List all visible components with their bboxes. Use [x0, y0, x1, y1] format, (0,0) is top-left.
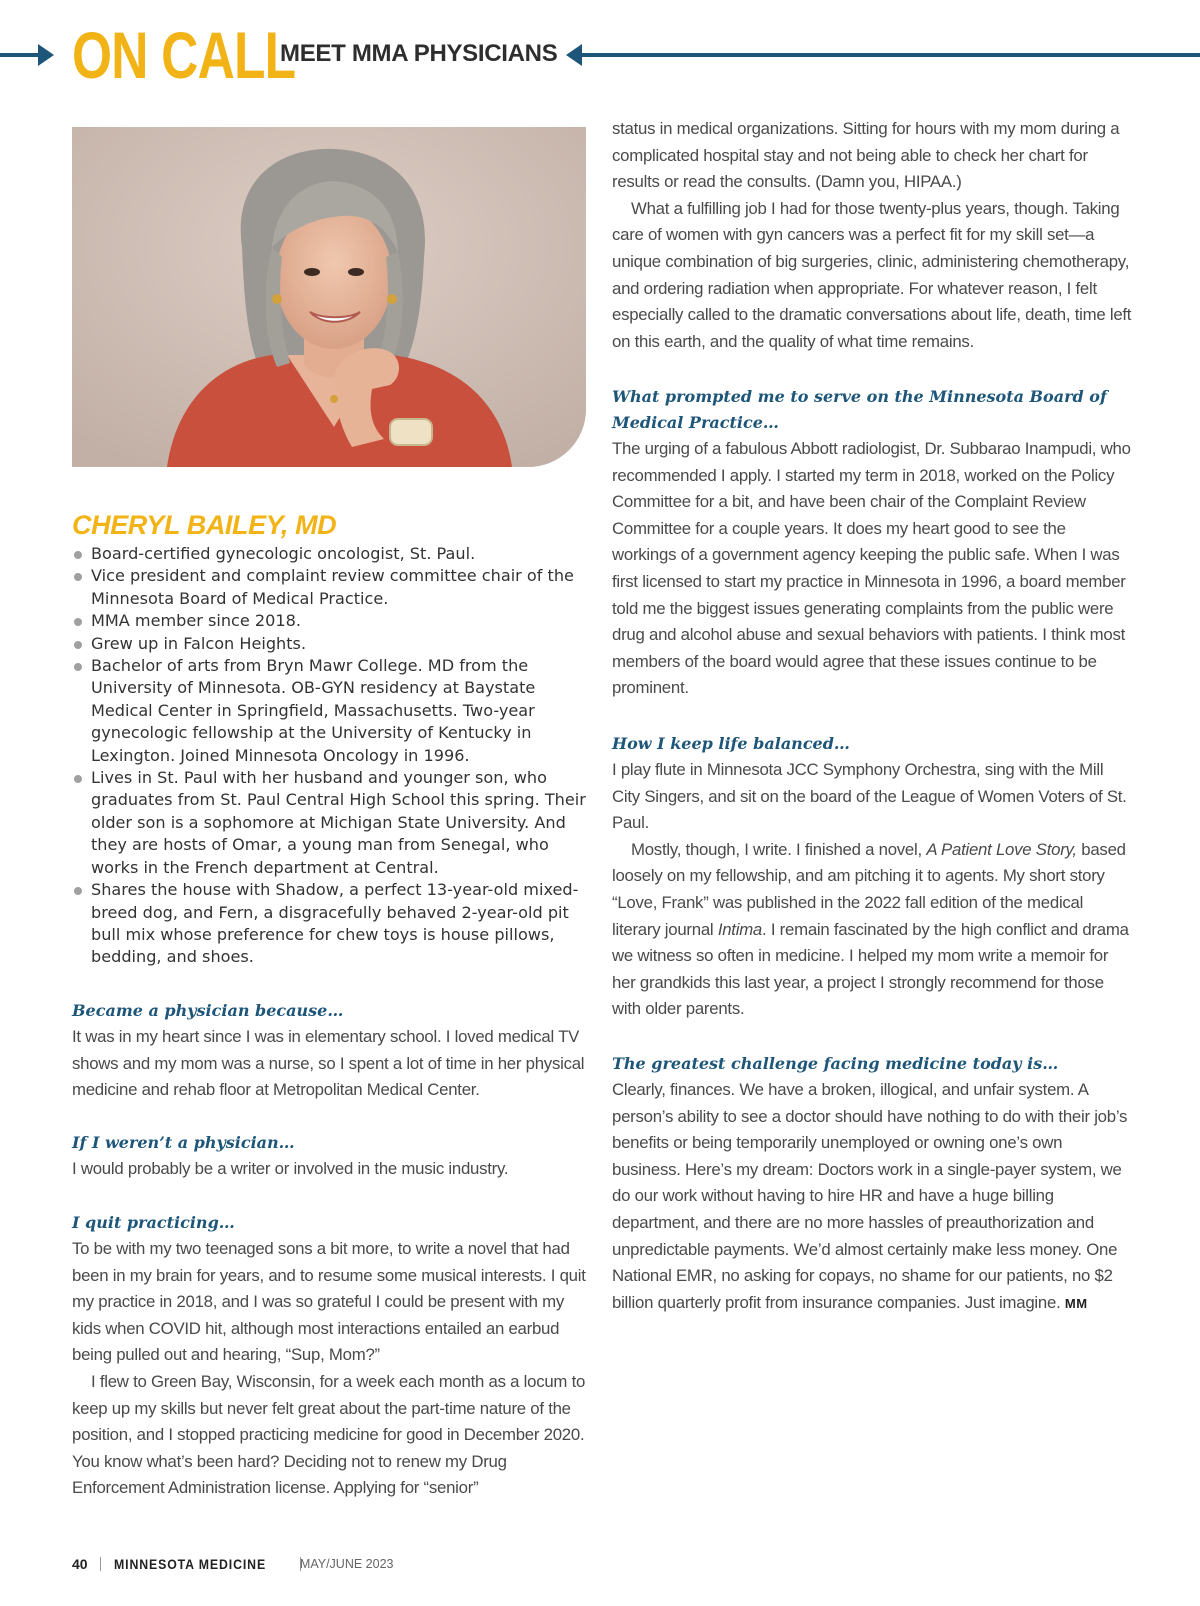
heading-quit-practicing: I quit practicing… [72, 1213, 235, 1232]
header-rule-right [582, 53, 1200, 57]
body-board-service [612, 436, 1132, 702]
paragraph: I would probably be a writer or involved in the music industry. [72, 1159, 509, 1178]
list-item: Grew up in Falcon Heights. [72, 633, 592, 655]
body-balance [612, 757, 1132, 1023]
physician-name: CHERYL BAILEY, MD [72, 510, 337, 540]
page-footer [72, 1553, 393, 1573]
footer-divider [100, 1557, 101, 1571]
heading-board-service: What prompted me to serve on the Minnesota Board of Medical Practice… [612, 387, 1107, 432]
paragraph: It was in my heart since I was in elementary school. I loved medical TV shows and my mom was a nurse, so I spent a lot of time in her physical medicine and rehab floor at Metropolitan Medical Center. [72, 1027, 585, 1100]
body-quit-practicing [72, 1236, 592, 1502]
journal-title: Intima [717, 919, 763, 939]
body-werent-physician [72, 1156, 592, 1183]
end-mark: MM [1064, 1295, 1088, 1311]
paragraph: What a fulfilling job I had for those twenty-plus years, though. Taking care of women with gyn cancers was a perfect fit for my skill set—a unique combination of big surgeries, clinic, administering chemotherapy, and ordering radiation when appropriate. For whatever reason, I felt especially called to the dramatic conversations about life, death, time left on this earth, and the quality of what time remains. [612, 198, 1132, 351]
paragraph: The urging of a fabulous Abbott radiologist, Dr. Subbarao Inampudi, who recommended I apply. I started my term in 2018, worked on the Policy Committee for a bit, and have been chair of the Complaint Review Committee for a couple years. It does my heart good to see the workings of a government agency keeping the public safe. When I was first licensed to start my practice in Minnesota in 1996, a board member told me the biggest issues generating complaints from the public were drug and alcohol abuse and sexual behaviors with patients. I think most members of the board would agree that these issues continue to be prominent. [612, 439, 1131, 698]
text-run: . I remain fascinated by the high conflict and drama we witness so often in medicine. I helped my mom write a memoir for her grandkids this last year, a project I strongly recommend for those with older parents. [612, 919, 1129, 1019]
paragraph: I play flute in Minnesota JCC Symphony Orchestra, sing with the Mill City Singers, and sit on the board of the League of Women Voters of St. Paul. [612, 760, 1127, 833]
page-number: 40 [72, 1556, 88, 1573]
list-item: Lives in St. Paul with her husband and younger son, who graduates from St. Paul Central High School this spring. Their older son is a sophomore at Michigan State University. And they are hosts of Omar, a young man from Senegal, who works in the French department at Central. [72, 767, 592, 879]
paragraph: status in medical organizations. Sitting for hours with my mom during a complicated hospital stay and not being able to check her chart for results or read the consults. (Damn you, HIPAA.) [612, 119, 1120, 192]
text-run: based loosely on my fellowship, and am pitching it to agents. My short story “Love, Frank” was published in the 2022 fall edition of the medical literary journal [612, 839, 1126, 939]
paragraph: To be with my two teenaged sons a bit more, to write a novel that had been in my brain for years, and to resume some musical interests. I quit my practice in 2018, and I was so grateful I could be present with my kids when COVID hit, although most interactions entailed an earbud being pulled out and hearing, “Sup, Mom?” [72, 1239, 586, 1365]
body-quit-practicing-continued [612, 116, 1132, 355]
body-physician-because [72, 1024, 592, 1104]
text-run: Mostly, though, I write. I finished a novel, [631, 839, 927, 859]
arrow-right-icon [38, 44, 54, 66]
issue-date: MAY/JUNE 2023 [299, 1557, 394, 1572]
text-run: Clearly, finances. We have a broken, illogical, and unfair system. A person’s ability to see a doctor should have nothing to do with their job’s benefits or being temporarily unemployed or owning one’s own business. Here’s my dream: Doctors work in a single-payer system, we do our work without having to hire HR and have a huge billing department, and there are no more hassles of preauthorization and unpredictable payments. We’d almost certainly make less money. One National EMR, no asking for copays, no shame for our patients, no $2 billion quarterly profit from insurance companies. Just imagine. [612, 1080, 1128, 1312]
section-title: ON CALL [72, 18, 296, 92]
list-item: Vice president and complaint review committee chair of the Minnesota Board of Medical Practice. [72, 565, 592, 610]
profile-bullets [72, 543, 592, 969]
heading-werent-physician: If I weren’t a physician… [72, 1133, 295, 1152]
heading-balance: How I keep life balanced… [612, 734, 850, 753]
list-item: Bachelor of arts from Bryn Mawr College. MD from the University of Minnesota. OB-GYN residency at Baystate Medical Center in Springfield, Massachusetts. Two-year gynecologic fellowship at the University of Kentucky in Lexington. Joined Minnesota Oncology in 1996. [72, 655, 592, 767]
heading-physician-because: Became a physician because… [72, 1001, 344, 1020]
list-item: Shares the house with Shadow, a perfect 13-year-old mixed-breed dog, and Fern, a disgracefully behaved 2-year-old pit bull mix whose preference for chew toys is house pillows, bedding, and shoes. [72, 879, 592, 969]
portrait-photo [72, 127, 586, 467]
header-rule-left [0, 53, 40, 57]
paragraph [612, 1077, 1132, 1317]
list-item: MMA member since 2018. [72, 610, 592, 632]
novel-title: A Patient Love Story, [926, 839, 1077, 859]
body-challenge [612, 1077, 1132, 1317]
list-item: Board-certified gynecologic oncologist, St. Paul. [72, 543, 592, 565]
arrow-left-icon [566, 44, 582, 66]
page-header [0, 0, 1200, 100]
magazine-name: MINNESOTA MEDICINE [114, 1556, 267, 1573]
section-subtitle: MEET MMA PHYSICIANS [280, 40, 558, 67]
heading-challenge: The greatest challenge facing medicine today is… [612, 1054, 1059, 1073]
paragraph [612, 837, 1132, 1023]
paragraph: I flew to Green Bay, Wisconsin, for a week each month as a locum to keep up my skills but never felt great about the part-time nature of the position, and I stopped practicing medicine for good in December 2020. You know what’s been hard? Deciding not to renew my Drug Enforcement Administration license. Applying for “senior” [72, 1371, 586, 1498]
